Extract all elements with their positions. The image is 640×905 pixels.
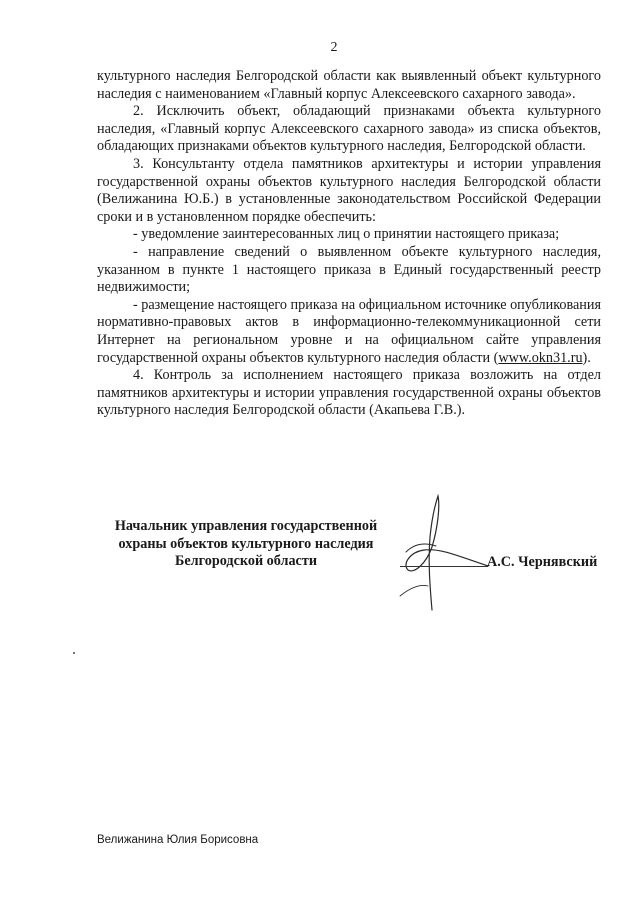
signature-line — [400, 566, 488, 567]
signatory-title-line-3: Белгородской области — [175, 553, 317, 570]
signatory-title — [96, 518, 396, 571]
executor-name: Велижанина Юлия Борисовна — [97, 834, 259, 846]
page-number: 2 — [330, 40, 338, 55]
signatory-name: А.С. Чернявский — [487, 554, 598, 570]
link-prefix: ( — [490, 349, 499, 366]
paragraph-item-4: 4. Контроль за исполнением настоящего приказа возложить на отдел памятников архитектуры и истории управления государственной охраны объектов культурного наследия Белгородской области (Акапьева Г.В.). — [97, 367, 601, 419]
paragraph-item-2: 2. Исключить объект, обладающий признаками объекта культурного наследия, «Главный корпус Алексеевского сахарного завода» из списка объектов, обладающих признаками объектов культурного наследия, Белгородской области. — [97, 103, 601, 155]
website-link[interactable]: www.okn31.ru — [498, 349, 583, 366]
paragraph-subitem-publication — [97, 297, 601, 367]
paragraph-item-3: 3. Консультанту отдела памятников архитектуры и истории управления государственной охраны объектов культурного наследия Белгородской области (Велижанина Ю.Б.) в установленные законодательством Российской Федерации сроки и в установленном порядке обеспечить: — [97, 155, 601, 225]
paragraph-subitem-notification: - уведомление заинтересованных лиц о принятии настоящего приказа; — [133, 226, 560, 243]
scan-dot — [73, 652, 75, 654]
paragraph-continuation: культурного наследия Белгородской области как выявленный объект культурного наследия с наименованием «Главный корпус Алексеевского сахарного завода». — [97, 68, 601, 102]
link-suffix: ). — [582, 349, 591, 366]
publication-text: - размещение настоящего приказа на официальном источнике опубликования нормативно-правовых актов в информационно-телекоммуникационной сети Интернет на региональном уровне и на официальном сайте управления государственной охраны объектов культурного наследия области — [97, 296, 601, 366]
paragraph-subitem-registry: - направление сведений о выявленном объекте культурного наследия, указанном в пункте 1 настоящего приказа в Единый государственный реестр недвижимости; — [97, 243, 601, 296]
handwritten-signature — [380, 492, 500, 617]
document-body — [97, 68, 601, 420]
signatory-title-line-2: охраны объектов культурного наследия — [118, 535, 374, 552]
signatory-title-line-1: Начальник управления государственной — [114, 518, 378, 534]
